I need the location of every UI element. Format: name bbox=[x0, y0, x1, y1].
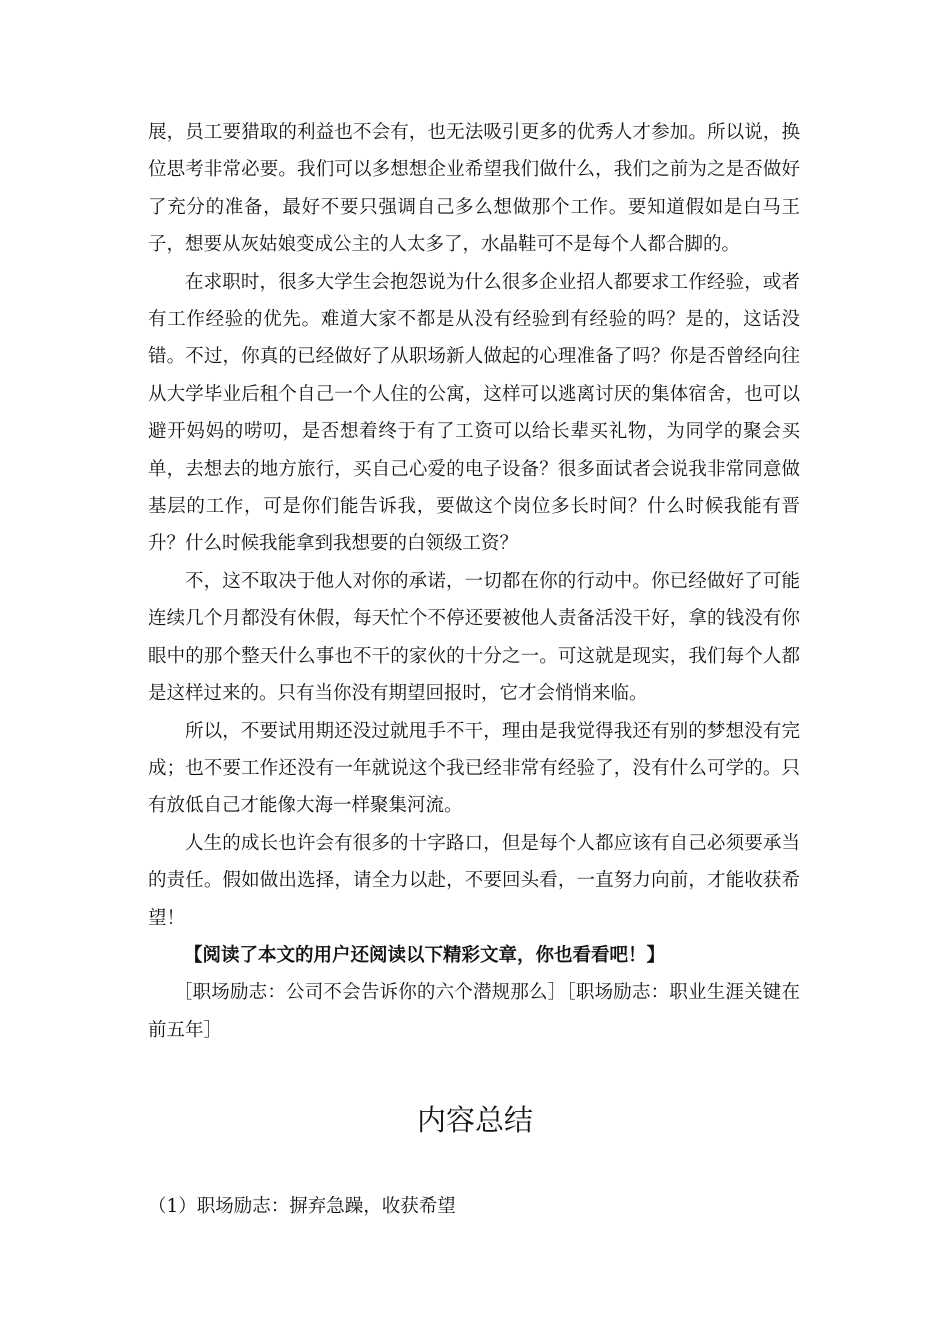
paragraph-probation: 所以，不要试用期还没过就甩手不干，理由是我觉得我还有别的梦想没有完成；也不要工作还没有一年就说这个我已经非常有经验了，没有什么可学的。只有放低自己才能像大海一样聚集河流。 bbox=[148, 720, 800, 817]
paragraph-continued: 展，员工要猎取的利益也不会有，也无法吸引更多的优秀人才参加。所以说，换位思考非常必要。我们可以多想想企业希望我们做什么，我们之前为之是否做好了充分的准备，最好不要只强调自己多么想做那个工作。要知道假如是白马王子，想要从灰姑娘变成公主的人太多了，水晶鞋可不是每个人都合脚的。 bbox=[148, 122, 800, 256]
article-body bbox=[148, 114, 800, 1049]
paragraph-growth: 人生的成长也许会有很多的十字路口，但是每个人都应该有自己必须要承当的责任。假如做出选择，请全力以赴，不要回头看，一直努力向前，才能收获希望！ bbox=[148, 832, 800, 929]
recommend-links[interactable]: ［职场励志：公司不会告诉你的六个潜规那么］［职场励志：职业生涯关键在前五年］ bbox=[148, 982, 800, 1041]
paragraph-job-hunting: 在求职时，很多大学生会抱怨说为什么很多企业招人都要求工作经验，或者有工作经验的优先。难道大家不都是从没有经验到有经验的吗？是的，这话没错。不过，你真的已经做好了从职场新人做起的心理准备了吗？你是否曾经向往从大学毕业后租个自己一个人住的公寓，这样可以逃离讨厌的集体宿舍，也可以避开妈妈的唠叨，是否想着终于有了工资可以给长辈买礼物，为同学的聚会买单，去想去的地方旅行，买自己心爱的电子设备？很多面试者会说我非常同意做基层的工作，可是你们能告诉我，要做这个岗位多长时间？什么时候我能有晋升？什么时候我能拿到我想要的白领级工资？ bbox=[148, 271, 800, 555]
recommend-heading: 【阅读了本文的用户还阅读以下精彩文章，你也看看吧！】 bbox=[184, 944, 666, 966]
summary-title: 内容总结 bbox=[416, 1103, 533, 1137]
paragraph-reality: 不，这不取决于他人对你的承诺，一切都在你的行动中。你已经做好了可能连续几个月都没有休假，每天忙个不停还要被他人责备活没干好，拿的钱没有你眼中的那个整天什么事也不干的家伙的十分之一。可这就是现实，我们每个人都是这样过来的。只有当你没有期望回报时，它才会悄悄来临。 bbox=[148, 570, 800, 705]
summary-item: （1）职场励志：摒弃急躁，收获希望 bbox=[148, 1196, 456, 1217]
